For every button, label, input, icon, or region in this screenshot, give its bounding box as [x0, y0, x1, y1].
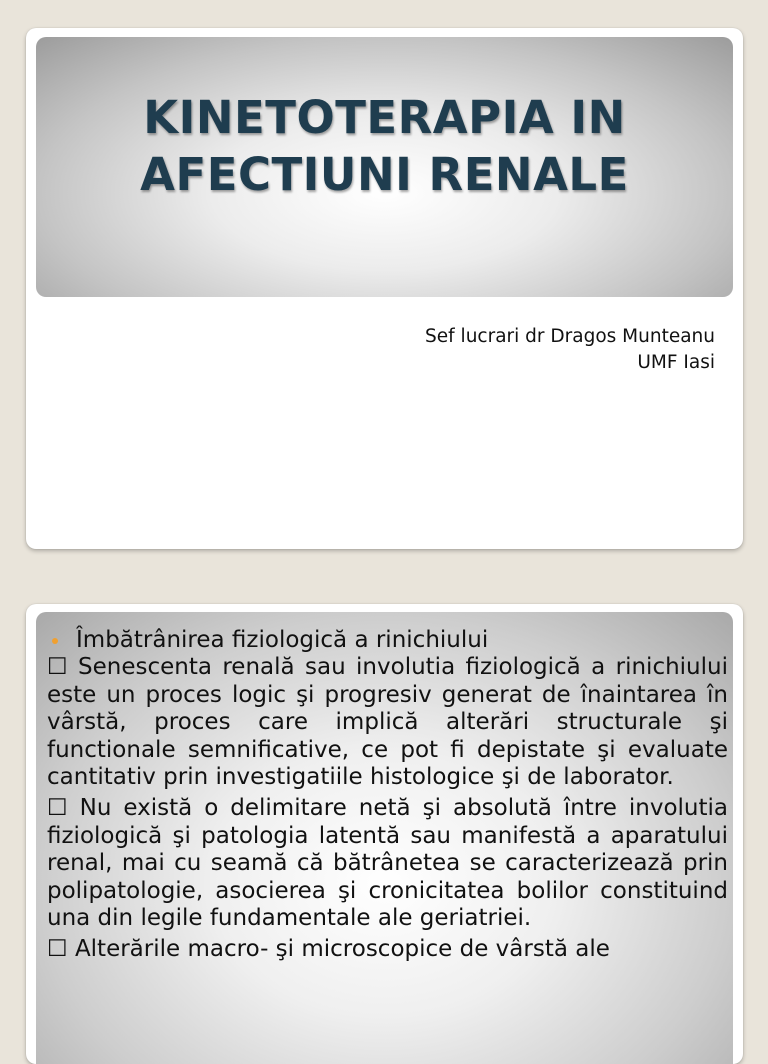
- slide-subtitle: [425, 324, 715, 376]
- content-slide: [26, 604, 743, 1064]
- paragraph-text: Nu există o delimitare netă şi absolută între involutia fiziologică şi patologia latentă sau manifestă a aparatului renal, mai cu seamă că bătrânetea se caracterizează prin polipatologie, asocierea şi cronicitatea bolilor constituind una din legile fundamentale ale geriatriei.: [47, 794, 728, 932]
- paragraph: [47, 795, 728, 933]
- paragraph-text: Alterările macro- şi microscopice de vârstă ale: [74, 935, 610, 962]
- slide-title: [36, 37, 733, 203]
- checkbox-square-icon: ☐: [47, 935, 68, 962]
- checkbox-square-icon: ☐: [47, 794, 68, 821]
- title-slide: [26, 28, 743, 549]
- paragraph: [47, 936, 728, 964]
- title-line-2: AFECTIUNI RENALE: [140, 148, 629, 201]
- checkbox-square-icon: ☐: [47, 654, 68, 680]
- content-panel: [36, 612, 733, 1064]
- author-name: Sef lucrari dr Dragos Munteanu: [425, 326, 715, 347]
- bullet-heading-text: Îmbătrânirea fiziologică a rinichiului: [76, 627, 489, 653]
- paragraph-text: Senescenta renală sau involutia fiziologică a rinichiului este un proces logic şi progresiv generat de înaintarea în vârstă, proces care implică alterări structurale şi functionale semnificative, ce pot fi depistate şi evaluate cantitativ prin investigatiile histologice şi de laborator.: [47, 654, 728, 791]
- bullet-heading: [50, 626, 488, 654]
- paragraph-list: [47, 654, 728, 967]
- paragraph: [47, 654, 728, 792]
- institution-name: UMF Iasi: [637, 352, 715, 373]
- bullet-dot-icon: [52, 638, 58, 644]
- title-line-1: KINETOTERAPIA IN: [143, 91, 626, 144]
- title-banner: [36, 37, 733, 297]
